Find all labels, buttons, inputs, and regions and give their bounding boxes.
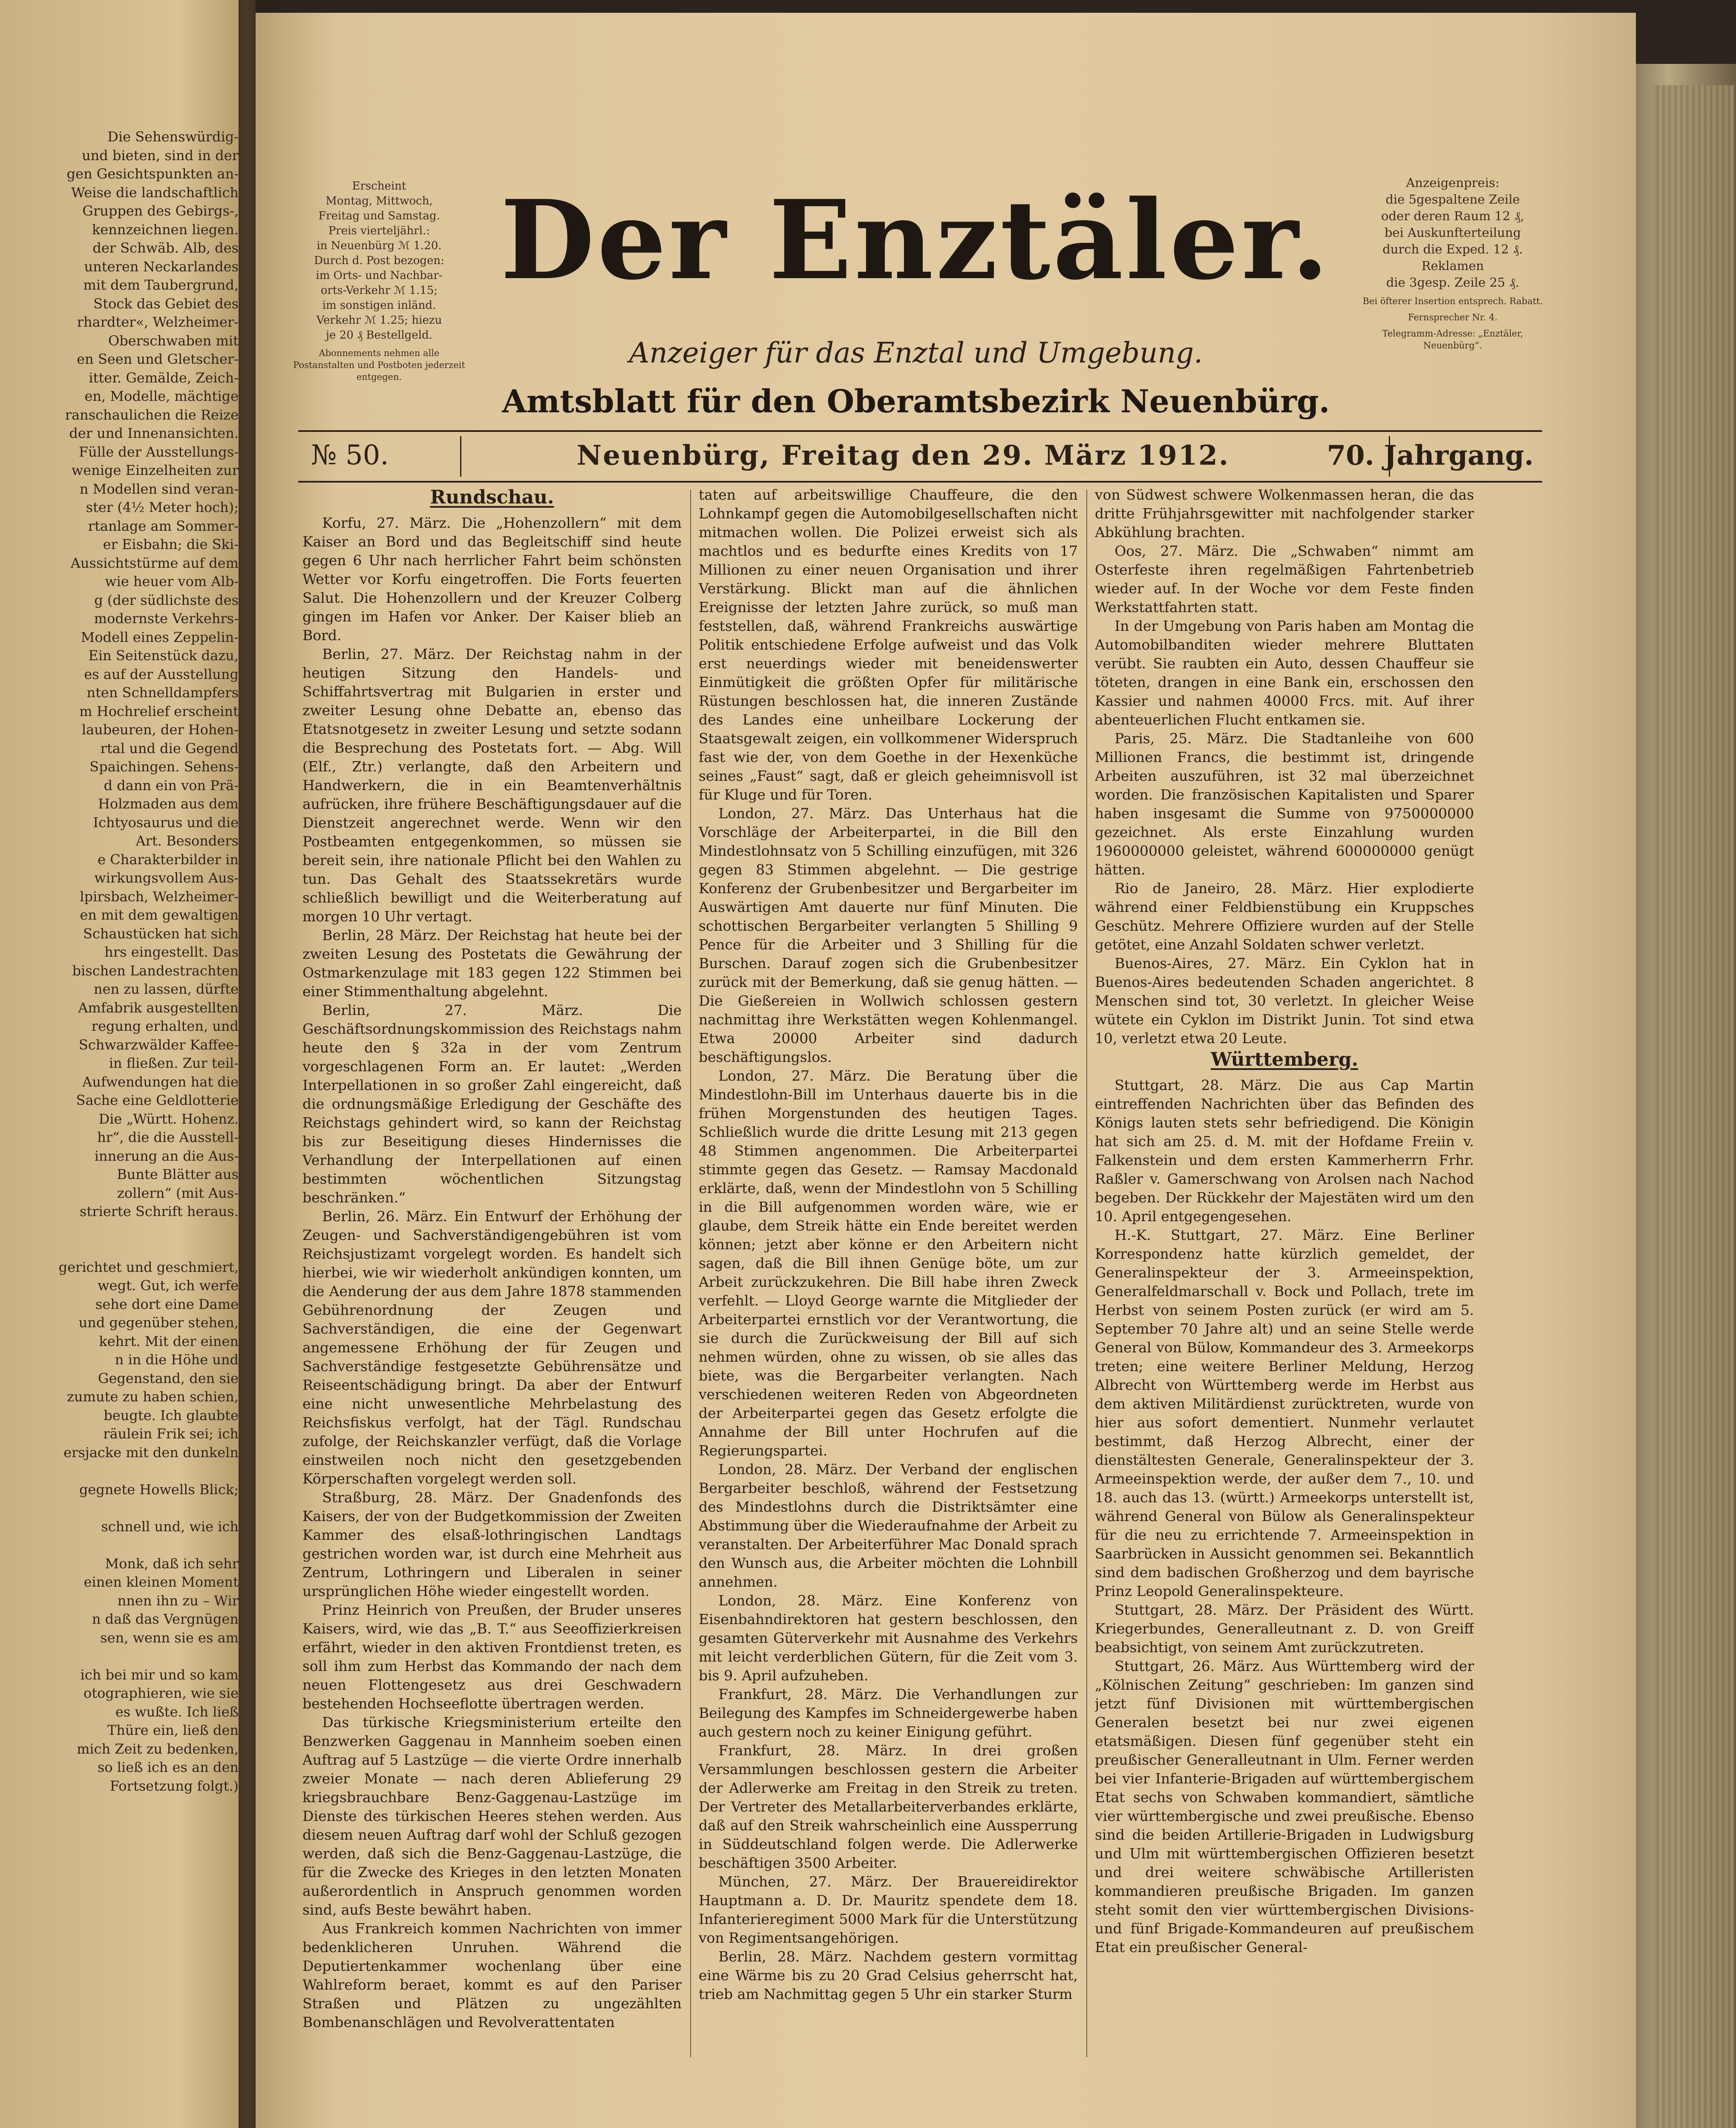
discount-note: Bei öfterer Insertion entsprech. Rabatt. (1362, 296, 1543, 306)
previous-page-line: beugte. Ich glaubte (104, 1407, 239, 1423)
previous-page-line: wie heuer vom Alb- (105, 573, 239, 590)
previous-page-line: nten Schnelldampfers (86, 684, 239, 701)
previous-page-line (0, 1239, 239, 1258)
article-paragraph: London, 28. März. Der Verband der englischen Bergarbeiter beschloß, während der Festsetzung des Mindestlohns durch die Distriktsämter eine Abstimmung über die Wiederaufnahme der Arbeit zu veranstalten. Der Arbeiterführer Mac Donald sprach den Wunsch aus, die Arbeiter möchten die Lohnbill annehmen. (699, 1461, 1078, 1590)
ear-line: Verkehr ℳ 1.25; hiezu (316, 314, 442, 327)
previous-page-line: rtanlage am Sommer- (88, 518, 239, 534)
article-paragraph: In der Umgebung von Paris haben am Montag die Automobilbanditen wieder mehrere Bluttaten verübt. Sie raubten ein Auto, dessen Chauffeur sie töteten, drangen in eine Bank ein, erschossen den Kassier und nahmen 40000 Frcs. mit. Auf ihrer abenteuerlichen Flucht entkamen sie. (1095, 618, 1474, 728)
section-heading: Württemberg. (1210, 1049, 1359, 1070)
column-rule (690, 490, 691, 2057)
previous-page-line: zumute zu haben schien, (67, 1389, 239, 1405)
subscription-info (290, 179, 469, 343)
previous-page-line: ranschaulichen die Reize (65, 406, 239, 423)
previous-page-line: nnen ihn zu – Wir (117, 1592, 239, 1609)
article-paragraph: Prinz Heinrich von Preußen, der Bruder unseres Kaisers, wird, wie das „B. T.“ aus Seeoffizierkreisen erfährt, wieder in den aktiven Frontdienst treten, es soll ihm zum Herbst das Kommando der nach dem neuen Flottengesetz aus drei Geschwadern bestehenden Hochseeflotte übertragen werden. (302, 1602, 682, 1712)
previous-page-line: Amfabrik ausgestellten (78, 999, 239, 1016)
ear-line: Preis vierteljährl.: (328, 224, 430, 237)
article-paragraph: Stuttgart, 28. März. Der Präsident des Württ. Kriegerbundes, Generalleutnant z. D. von Greiff beabsichtigt, von seinem Amt zurückzutreten. (1095, 1602, 1474, 1656)
previous-page-line: Weise die landschaftlich (71, 184, 239, 201)
ear-line: die 3gesp. Zeile 25 ₰. (1386, 275, 1520, 290)
masthead-left-ear (290, 179, 469, 383)
dateline-bar (298, 430, 1542, 483)
previous-page-line: kennzeichnen liegen. (92, 221, 239, 238)
previous-page-line: regung erhalten, und (91, 1018, 239, 1034)
previous-page-line: Monk, daß ich sehr (105, 1555, 239, 1572)
ear-line: Reklamen (1421, 259, 1484, 273)
previous-page-line: e Charakterbilder in (98, 851, 239, 868)
volume-year: 70. Jahrgang. (1327, 440, 1534, 472)
previous-page-line: Spaichingen. Sehens- (89, 759, 239, 775)
newspaper-official-gazette: Amtsblatt für den Oberamtsbezirk Neuenbürg. (502, 383, 1330, 420)
previous-page-line: Sache eine Geldlotterie (76, 1092, 239, 1108)
ear-line: im sonstigen inländ. (322, 299, 436, 312)
dateline-divider (460, 436, 461, 477)
previous-page-line: rtal und die Gegend (100, 740, 239, 756)
ear-line: im Orts- und Nachbar- (316, 269, 443, 282)
previous-page-line: er Eisbahn; die Ski- (103, 536, 239, 552)
previous-page-line: bischen Landestrachten (72, 962, 239, 979)
ear-line: orts-Verkehr ℳ 1.15; (320, 284, 438, 297)
previous-page-line: gegnete Howells Blick; (79, 1481, 239, 1498)
article-paragraph: Rio de Janeiro, 28. März. Hier explodierte während einer Feldbienstübung ein Kruppsches Geschütz. Mehrere Offiziere wurden auf der Stelle getötet, eine Anzahl Soldaten schwer verletzt. (1095, 880, 1474, 953)
previous-page-line: en, Modelle, mächtige (84, 388, 239, 404)
previous-page-column (0, 128, 239, 1795)
previous-page-line: wirkungsvollem Aus- (94, 870, 239, 886)
article-paragraph: Stuttgart, 26. März. Aus Württemberg wird der „Kölnischen Zeitung“ geschrieben: Im ganzen sind jetzt fünf Divisionen mit württembergischen Generalen besetzt bei nur zwei eigenen etatsmäßigen. Diesen fünf gegenüber steht ein preußischer Generalleutnant in Ulm. Ferner werden bei vier Infanterie-Brigaden auf württembergischem Etat sechs von Schwaben kommandiert, sämtliche vier württembergische und zwei preußische. Ebenso sind die beiden Artillerie-Brigaden in Ludwigsburg und Ulm mit württembergischen Offizieren besetzt und drei weitere schwäbische Artilleristen kommandieren preußische Brigaden. Im ganzen steht somit den vier württembergischen Divisions- und fünf Brigade-Kommandeuren auf preußischem Etat ein preußischer General- (1095, 1658, 1474, 1955)
previous-page-line: n in die Höhe und (115, 1352, 239, 1368)
previous-page-line: Schaustücken hat sich (83, 925, 239, 942)
book-edge-pages (1653, 85, 1734, 2128)
ear-line: die 5gespaltene Zeile (1385, 192, 1520, 207)
previous-page-line: mich Zeit zu bedenken, (77, 1740, 239, 1757)
previous-page-line: Fortsetzung folgt.) (109, 1777, 239, 1794)
newspaper-subtitle: Anzeiger für das Enztal und Umgebung. (629, 336, 1203, 369)
article-paragraph: taten auf arbeitswillige Chauffeure, die den Lohnkampf gegen die Automobilgesellschaften nicht mitmachen wollen. Die Polizei erweist sich als machtlos und es bedurfte eines Kredits von 17 Millionen zu einer neuen Organisation und ihrer Verstärkung. Blickt man auf die ähnlichen Ereignisse der letzten Jahre zurück, so muß man feststellen, daß, während Frankreichs auswärtige Politik entschiedene Erfolge aufweist und das Volk erst neuerdings wieder mit beneidenswerter Einmütigkeit die größten Opfer für militärische Rüstungen beschlossen hat, die inneren Zustände des Landes eine unheilbare Lockerung der Staatsgewalt zeigen, ein vollkommener Widerspruch fast wie der, von dem Goethe in der Hexenküche seines „Faust“ sagt, daß er gleich geheimnisvoll ist für Kluge und für Toren. (699, 486, 1078, 803)
previous-page-line: Ichtyosaurus und die (93, 814, 239, 831)
article-paragraph: Berlin, 27. März. Der Reichstag nahm in der heutigen Sitzung den Handels- und Schiffahrtsvertrag mit Bulgarien in erster und zweiter Lesung ohne Debatte an, ebenso das Etatsnotgesetz in zweiter Lesung und setzte sodann die Besprechung des Postetats fort. — Abg. Will (Elf., Ztr.) verlangte, daß den Arbeitern und Handwerkern, die in ein Beamtenverhältnis aufrücken, ihre frühere Beschäftigungsdauer auf die Dienstzeit angerechnet werde. Wenn wir den Postbeamten entgegenkommen, so müssen sie bereit sein, ihre nationale Pflicht bei den Wahlen zu tun. Das Gehalt des Staatssekretärs wurde schließlich bewilligt und die Weiterberatung auf morgen 10 Uhr vertagt. (302, 646, 682, 925)
previous-page-line: Ein Seitenstück dazu, (88, 647, 239, 664)
previous-page-line: n daß das Vergnügen (92, 1611, 239, 1627)
masthead-right-ear (1359, 175, 1546, 351)
previous-page-line: Gruppen des Gebirgs-, (82, 203, 239, 219)
previous-page-line: es wußte. Ich ließ (115, 1703, 239, 1720)
article-paragraph: Stuttgart, 28. März. Die aus Cap Martin eintreffenden Nachrichten über das Befinden des Königs lauten stets sehr befriedigend. Die Königin hat sich am 25. d. M. mit der Hofdame Freiin v. Falkenstein und dem ersten Kammerherrn Frhr. Raßler v. Gamerschwang von Arolsen nach Nachod begeben. Der Rückkehr der Majestäten wird um den 10. April entgegengesehen. (1095, 1077, 1474, 1225)
previous-page-line (0, 1462, 239, 1481)
article-paragraph: Korfu, 27. März. Die „Hohenzollern“ mit dem Kaiser an Bord und das Begleitschiff sind heute gegen 6 Uhr nach herrlicher Fahrt beim schönsten Wetter vor Korfu eingetroffen. Die Forts feuerten Salut. Die Hohenzollern und der Kreuzer Colberg gingen im Hafen vor Anker. Der Kaiser blieb an Bord. (302, 515, 682, 644)
previous-page-line: einen kleinen Moment (83, 1574, 239, 1590)
issue-date: Neuenbürg, Freitag den 29. März 1912. (576, 440, 1230, 472)
article-paragraph: London, 27. März. Die Beratung über die Mindestlohn-Bill im Unterhaus dauerte bis in die frühen Morgenstunden des heutigen Tages. Schließlich wurde die dritte Lesung mit 213 gegen 48 Stimmen angenommen. Die Arbeiterpartei stimmte gegen das Gesetz. — Ramsay Macdonald erklärte, daß, wenn der Mindestlohn von 5 Schilling in die Bill aufgenommen worden wäre, wie er glaube, dem Streik hätte ein Ende bereitet werden können; jetzt aber könne er den Arbeitern nicht sagen, daß die Bill ihnen Genüge böte, um zur Arbeit zurückzukehren. Die Bill habe ihren Zweck verfehlt. — Lloyd George warnte die Mitglieder der Arbeiterpartei ernstlich vor der Verantwortung, die sie durch die Zurückweisung der Bill auf sich nehmen würden, ohne zu wissen, ob sie alles das biete, was die Bergarbeiter verlangten. Nach verschiedenen weiteren Reden von Abgeordneten der Arbeiterpartei gegen das Gesetz erfolgte die Annahme der Bill unter Hochrufen auf die Regierungspartei. (699, 1067, 1078, 1459)
column-rule (1086, 490, 1087, 2057)
previous-page-line: n Modellen sind veran- (79, 480, 239, 497)
previous-page-line: strierte Schrift heraus. (80, 1203, 239, 1219)
column-2 (699, 486, 1078, 2053)
previous-page-line: en mit dem gewaltigen (80, 907, 239, 923)
previous-page-line: otographieren, wie sie (83, 1685, 239, 1701)
previous-page-line: d dann ein von Prä- (104, 777, 239, 794)
previous-page-line: sehe dort eine Dame (95, 1296, 239, 1312)
previous-page (0, 0, 256, 2128)
previous-page-line (0, 1536, 239, 1555)
previous-page-line: so ließ ich es an den (97, 1759, 239, 1775)
article-paragraph: von Südwest schwere Wolkenmassen heran, die das dritte Frühjahrsgewitter mit nachfolgender starker Abkühlung brachten. (1095, 486, 1474, 541)
previous-page-line: Die „Württ. Hohenz. (98, 1110, 239, 1127)
previous-page-line: Aufwendungen hat die (82, 1073, 239, 1090)
section-heading: Rundschau. (430, 486, 554, 508)
previous-page-line: Oberschwaben mit (108, 332, 239, 349)
column-1 (302, 486, 682, 2053)
previous-page-line: Holzmaden aus dem (98, 796, 239, 812)
previous-page-line: lpirsbach, Welzheimer- (80, 888, 239, 905)
previous-page-line: Fülle der Ausstellungs- (78, 443, 239, 460)
previous-page-line: laubeuren, der Hohen- (81, 722, 239, 738)
article-paragraph: Berlin, 27. März. Die Geschäftsordnungskommission des Reichstags nahm heute den § 32a in der vom Zentrum vorgeschlagenen Form an. Er lautet: „Werden Interpellationen in so großer Zahl eingereicht, daß die ordnungsmäßige Erledigung der Geschäfte des Reichstags gehindert wird, so kann der Reichstag bis zur Beseitigung dieses Hindernisses die Verhandlung der Interpellationen auf einen bestimmten wöchentlichen Sitzungstag beschränken.“ (302, 1002, 682, 1206)
phone-note: Fernsprecher Nr. 4. (1408, 312, 1498, 322)
ear-line: Erscheint (352, 180, 406, 193)
article-paragraph: Oos, 27. März. Die „Schwaben“ nimmt am Osterfeste ihren regelmäßigen Fahrtenbetrieb wieder auf. In der Woche vor dem Feste finden Werkstattfahrten statt. (1095, 543, 1474, 615)
article-paragraph: Frankfurt, 28. März. In drei großen Versammlungen beschlossen gestern die Arbeiter der Adlerwerke am Freitag in den Streik zu treten. Der Vertreter des Metallarbeiterverbandes erklärte, daß auf den Streik wahrscheinlich eine Aussperrung in Süddeutschland folgen werde. Die Adlerwerke beschäftigen 3500 Arbeiter. (699, 1742, 1078, 1871)
ear-line: Anzeigenpreis: (1406, 175, 1500, 190)
article-paragraph: Buenos-Aires, 27. März. Ein Cyklon hat in Buenos-Aires bedeutenden Schaden angerichtet. 8 Menschen sind tot, 30 verletzt. In gleicher Weise wütete ein Cyklon im Distrikt Junin. Tot sind etwa 10, verletzt etwa 20 Leute. (1095, 955, 1474, 1047)
previous-page-line (0, 1499, 239, 1518)
issue-number: № 50. (311, 440, 389, 471)
previous-page-line: räulein Frik sei; ich (103, 1426, 239, 1442)
subscription-note: Abonnements nehmen alle Postanstalten und Postboten jederzeit entgegen. (293, 348, 465, 382)
previous-page-line: itter. Gemälde, Zeich- (89, 369, 239, 386)
previous-page-line: Bunte Blätter aus (117, 1166, 239, 1182)
article-paragraph: Berlin, 26. März. Ein Entwurf der Erhöhung der Zeugen- und Sachverständigengebühren ist vom Reichsjustizamt vorgelegt worden. Es handelt sich hierbei, wie wir wiederholt ankündigen konnten, um die Aenderung der aus dem Jahre 1878 stammenden Gebührenordnung der Zeugen und Sachverständigen, die eine der Gegenwart angemessene Erhöhung der für Zeugen und Sachverständige festgesetzte Gebührensätze und Reiseentschädigung bringt. Da aber der Entwurf eine nicht unwesentliche Mehrbelastung des Reichsfiskus verfolgt, hat der Tägl. Rundschau zufolge, der Reichskanzler verfügt, daß die Vorlage einstweilen noch nicht den gesetzgebenden Körperschaften vorgelegt werden soll. (302, 1208, 682, 1487)
previous-page-line: gen Gesichtspunkten an- (66, 166, 239, 182)
article-paragraph: Aus Frankreich kommen Nachrichten von immer bedenklicheren Unruhen. Während die Deputiertenkammer wochenlang über eine Wahlreform beraet, kommt es auf den Pariser Straßen und Plätzen zu ungezählten Bombenanschlägen und Revolverattentaten (302, 1920, 682, 2030)
previous-page-line: en Seen und Gletscher- (77, 351, 239, 367)
article-paragraph: Berlin, 28. März. Nachdem gestern vormittag eine Wärme bis zu 20 Grad Celsius geherrscht hat, trieb am Nachmittag gegen 5 Uhr ein starker Sturm (699, 1948, 1078, 2002)
previous-page-line: g (der südlichste des (94, 592, 239, 608)
advertising-prices (1359, 175, 1546, 291)
article-paragraph: London, 27. März. Das Unterhaus hat die Vorschläge der Arbeiterpartei, in die Bill den Mindestlohnsatz von 5 Schilling einzufügen, mit 326 gegen 83 Stimmen abgelehnt. — Die gestrige Konferenz der Grubenbesitzer und Bergarbeiter im Auswärtigen Amt dauerte nur fünf Minuten. Die schottischen Bergarbeiter verlangten 5 Shilling 9 Pence für die Arbeiter und 3 Shilling für die Burschen. Darauf zogen sich die Grubenbesitzer zurück mit der Bemerkung, daß sie genug hätten. — Die Gießereien in Wollwich schlossen gestern nachmittag ihre Werkstätten wegen Kohlenmangel. Etwa 20000 Arbeiter sind dadurch beschäftigungslos. (699, 805, 1078, 1065)
previous-page-line: mit dem Taubergrund, (83, 277, 239, 293)
previous-page-line: wenige Einzelheiten zur (71, 462, 239, 478)
ear-line: Freitag und Samstag. (318, 210, 440, 222)
article-paragraph: Frankfurt, 28. März. Die Verhandlungen zur Beilegung des Kampfes im Schneidergewerbe haben auch gestern noch zu keiner Einigung geführt. (699, 1686, 1078, 1740)
previous-page-line: in fließen. Zur teil- (109, 1055, 239, 1071)
previous-page-line (0, 1647, 239, 1666)
previous-page-line: sen, wenn sie es am (100, 1629, 239, 1646)
previous-page-line: gerichtet und geschmiert, (58, 1259, 239, 1275)
previous-page-line: ich bei mir und so kam (80, 1666, 239, 1683)
previous-page-line: nen zu lassen, dürfte (93, 981, 239, 997)
previous-page-line: ersjacke mit den dunkeln (63, 1444, 239, 1461)
ear-line: oder deren Raum 12 ₰, (1381, 209, 1524, 223)
previous-page-line: modernste Verkehrs- (94, 610, 239, 627)
article-paragraph: London, 28. März. Eine Konferenz von Eisenbahndirektoren hat gestern beschlossen, den gesamten Güterverkehr mit Ausnahme des Verkehrs mit leicht verderblichen Gütern, für die Zeit vom 3. bis 9. April aufzuheben. (699, 1592, 1078, 1684)
previous-page-line: schnell und, wie ich (101, 1518, 239, 1535)
previous-page-line: m Hochrelief erscheint (79, 703, 239, 719)
previous-page-line: und gegenüber stehen, (78, 1314, 239, 1331)
ear-line: Montag, Mittwoch, (325, 195, 433, 207)
previous-page-line: Modell eines Zeppelin- (81, 629, 239, 645)
previous-page-line: innerung an die Aus- (94, 1147, 239, 1164)
ear-line: bei Auskunfterteilung (1384, 225, 1521, 240)
ear-line: durch die Exped. 12 ₰. (1382, 242, 1523, 256)
article-paragraph: H.-K. Stuttgart, 27. März. Eine Berliner Korrespondenz hatte kürzlich gemeldet, der Generalinspekteur der 3. Armeeinspektion, Generalfeldmarschall v. Bock und Pollach, trete im Herbst von seinem Posten zurück (er wird am 5. September 70 Jahre alt) und an seine Stelle werde General von Bülow, Kommandeur des 3. Armeekorps treten; eine weitere Berliner Meldung, Herzog Albrecht von Württemberg werde im Herbst aus dem aktiven Militärdienst zurücktreten, wurde von hier aus sofort dementiert. Nunmehr verlautet bestimmt, daß Herzog Albrecht, einer der dienstältesten Generale, Generalinspekteur der 3. Armeeinspektion werde, der außer dem 7., 10. und 18. auch das 13. (württ.) Armeekorps unterstellt ist, während General von Bülow als Generalinspekteur für die neu zu errichtende 7. Armeeinspektion in Saarbrücken in Aussicht genommen sei. Bekanntlich sind dem badischen Großherzog und dem bayrische Prinz Leopold Generalinspekteure. (1095, 1227, 1474, 1599)
previous-page-line: der und Innenansichten. (69, 425, 239, 441)
previous-page-line: Stock das Gebiet des (93, 295, 239, 312)
previous-page-line: und bieten, sind in der (82, 147, 239, 164)
previous-page-line: hr“, die die Ausstell- (97, 1129, 239, 1145)
previous-page-line: unteren Neckarlandes (84, 258, 239, 275)
telegram-note: Telegramm-Adresse: „Enztäler, Neuenbürg“. (1382, 328, 1523, 351)
previous-page-line: Art. Besonders (135, 833, 239, 849)
previous-page-line: Schwarzwälder Kaffee- (78, 1036, 239, 1053)
previous-page-line: zollern“ (mit Aus- (117, 1185, 239, 1201)
article-paragraph: Das türkische Kriegsministerium erteilte den Benzwerken Gaggenau in Mannheim soeben einen Auftrag auf 5 Lastzüge — die vierte Ordre innerhalb zweier Monate — nach deren Ablieferung 29 kriegsbrauchbare Benz-Gaggenau-Lastzüge im Dienste des türkischen Heeres stehen werden. Aus diesem neuen Auftrag darf wohl der Schluß gezogen werden, daß sich die Benz-Gaggenau-Lastzüge, die für die Zwecke des Krieges in den letzten Monaten außerordentlich in Anspruch genommen worden sind, aufs Beste bewährt haben. (302, 1714, 682, 1918)
article-paragraph: München, 27. März. Der Brauereidirektor Hauptmann a. D. Dr. Mauritz spendete dem 18. Infanterieregiment 5000 Mark für die Unterstützung von Regimentsangehörigen. (699, 1873, 1078, 1946)
ear-line: in Neuenbürg ℳ 1.20. (317, 239, 442, 252)
article-paragraph: Straßburg, 28. März. Der Gnadenfonds des Kaisers, der von der Budgetkommission der Zweiten Kammer des elsaß-lothringischen Landtags gestrichen worden war, ist durch eine Mehrheit aus Zentrum, Lothringern und Liberalen in seiner ursprünglichen Höhe wieder eingestellt worden. (302, 1489, 682, 1599)
previous-page-line: es auf der Ausstellung (84, 666, 239, 682)
previous-page-line: Aussichtstürme auf dem (70, 555, 239, 571)
previous-page-line: kehrt. Mit der einen (99, 1333, 239, 1349)
previous-page-line: wegt. Gut, ich werfe (98, 1277, 239, 1294)
previous-page-line: ster (4½ Meter hoch); (86, 499, 239, 515)
newspaper-title: Der Enztäler. (500, 177, 1332, 304)
article-paragraph: Paris, 25. März. Die Stadtanleihe von 600 Millionen Francs, die bestimmt ist, dringende Arbeiten auszuführen, ist 32 mal überzeichnet worden. Die französischen Kapitalisten und Sparer haben insgesamt die Summe von 9750000000 gezeichnet. Als erste Einzahlung wurden 1960000000 geleistet, während 600000000 genügt hätten. (1095, 730, 1474, 878)
column-3 (1095, 486, 1474, 2053)
previous-page-line: hrs eingestellt. Das (104, 944, 239, 960)
ear-line: Durch d. Post bezogen: (314, 254, 444, 267)
previous-page-line (0, 1221, 239, 1240)
previous-page-line: Gegenstand, den sie (98, 1370, 239, 1386)
previous-page-line: der Schwäb. Alb, des (92, 240, 239, 256)
ear-line: je 20 ₰ Bestellgeld. (326, 329, 432, 342)
article-paragraph: Berlin, 28 März. Der Reichstag hat heute bei der zweiten Lesung des Postetats die Gewährung der Ostmarkenzulage mit 183 gegen 122 Stimmen bei einer Stimmenthaltung abgelehnt. (302, 927, 682, 1000)
previous-page-line: Thüre ein, ließ den (107, 1722, 239, 1738)
previous-page-line: Die Sehenswürdig- (107, 129, 239, 145)
previous-page-line: rhardter«, Welzheimer- (77, 314, 239, 330)
